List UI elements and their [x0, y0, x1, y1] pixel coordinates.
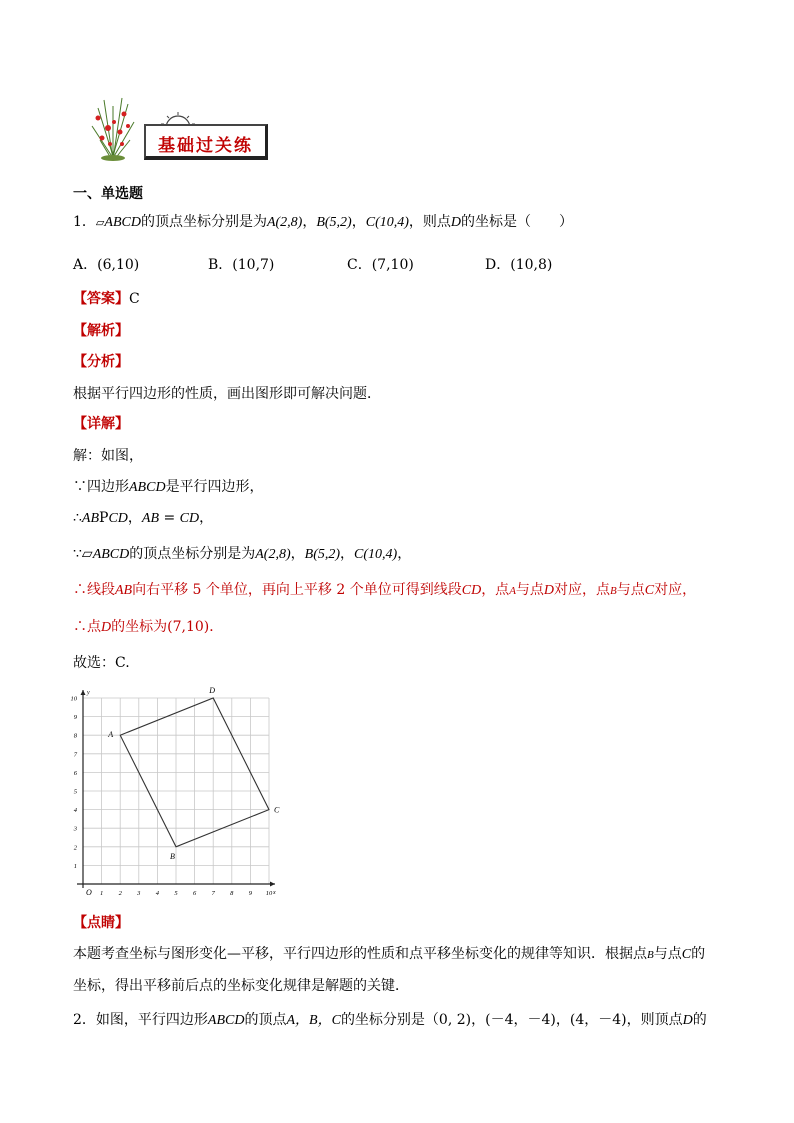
q1-fenxi-tag: 【分析】	[73, 354, 129, 370]
section-title: 一、单选题	[73, 186, 143, 202]
y-tick-label: 2	[73, 844, 77, 852]
x-axis-label: x	[273, 890, 276, 896]
x-axis-arrow-icon	[270, 882, 275, 887]
y-tick-label: 6	[73, 769, 77, 777]
q1-detail-6: ∴点D的坐标为(7,10)．	[73, 619, 224, 635]
x-tick-label: 10	[265, 890, 273, 897]
q1-point-b: B(5,2)	[316, 215, 352, 230]
x-tick-label: 4	[155, 890, 160, 897]
q1-answer-line	[73, 289, 140, 309]
answer-value: C	[129, 291, 140, 307]
q1-shape-name: ABCD	[104, 215, 141, 230]
coordinate-graph	[66, 686, 286, 904]
x-tick-label: 3	[137, 890, 141, 897]
point-label-c: C	[274, 805, 280, 815]
answer-tag: 【答案】	[73, 291, 129, 307]
q1-option-c: C．(7,10)	[347, 257, 414, 273]
y-tick-label: 8	[73, 732, 77, 740]
point-label-a: A	[108, 730, 114, 740]
q1-number: 1．	[73, 214, 96, 230]
q1-stem: 1．▱ABCD的顶点坐标分别是为A(2,8)，B(5,2)，C(10,4)，则点D的坐标是（ ）	[73, 214, 574, 230]
q1-detail-3: ∴ABPCD，AB = CD，	[73, 510, 214, 526]
point-label-b: B	[170, 851, 175, 861]
x-tick-label: 2	[118, 890, 122, 897]
q1-detail-2: ∵四边形ABCD是平行四边形，	[73, 479, 264, 495]
q1-analysis-tag: 【解析】	[73, 323, 129, 339]
q1-option-d: D．(10,8)	[485, 257, 553, 273]
y-tick-label: 4	[73, 807, 77, 815]
q1-point-c: C(10,4)	[365, 215, 409, 230]
q1-dianjing-2: 坐标，得出平移前后点的坐标变化规律是解题的关键．	[73, 978, 409, 994]
q1-dianjing-tag: 【点睛】	[73, 915, 129, 931]
q1-detail-4: ∵▱ABCD的顶点坐标分别是为A(2,8)，B(5,2)，C(10,4)，	[73, 546, 412, 562]
x-tick-label: 6	[192, 890, 197, 897]
banner-title: 基础过关练	[158, 136, 253, 156]
x-tick-label: 9	[248, 890, 253, 897]
q1-text3: 的坐标是（ ）	[461, 214, 574, 230]
q1-fenxi-text: 根据平行四边形的性质，画出图形即可解决问题．	[73, 386, 381, 402]
q1-point-d: D	[450, 215, 462, 230]
y-tick-label: 7	[73, 751, 77, 759]
y-axis-label: y	[87, 690, 90, 696]
x-tick-label: 7	[211, 890, 215, 897]
q2-stem: 2．如图，平行四边形ABCD的顶点A，B，C的坐标分别是（0, 2)，(－4，－4)，(4，－4)，则顶点D的	[73, 1012, 707, 1028]
flower-illustration	[86, 96, 140, 162]
y-axis-arrow-icon	[81, 690, 86, 695]
q1-choose: 故选：C.	[73, 655, 130, 671]
q1-point-a: A(2,8)	[266, 215, 303, 230]
origin-label: O	[86, 888, 92, 897]
section-banner	[144, 124, 268, 160]
q1-dianjing-1: 本题考查坐标与图形变化—平移，平行四边形的性质和点平移坐标变化的规律等知识．根据点B与点C的	[73, 946, 706, 962]
q1-option-b: B．(10,7)	[208, 257, 275, 273]
y-tick-label: 9	[73, 714, 77, 722]
q1-detail-1: 解：如图，	[73, 448, 143, 464]
q1-detail-5: ∴线段AB向右平移 5 个单位，再向上平移 2 个单位可得到线段CD，点A与点D对应，点B与点C对应，	[73, 582, 697, 598]
q1-detail-tag: 【详解】	[73, 416, 129, 432]
y-tick-label: 5	[73, 788, 77, 796]
y-tick-label: 1	[73, 862, 77, 870]
x-tick-label: 5	[174, 890, 178, 897]
q1-option-a: A．(6,10)	[73, 257, 140, 273]
parallelogram-icon: ▱	[95, 216, 105, 229]
q1-text2: ，则点	[408, 214, 451, 230]
q1-text1: 的顶点坐标分别是为	[140, 214, 267, 230]
x-tick-label: 1	[99, 890, 104, 897]
x-tick-label: 8	[230, 890, 234, 897]
point-label-d: D	[209, 686, 215, 695]
y-tick-label: 3	[73, 825, 77, 833]
y-tick-label: 10	[70, 695, 77, 703]
